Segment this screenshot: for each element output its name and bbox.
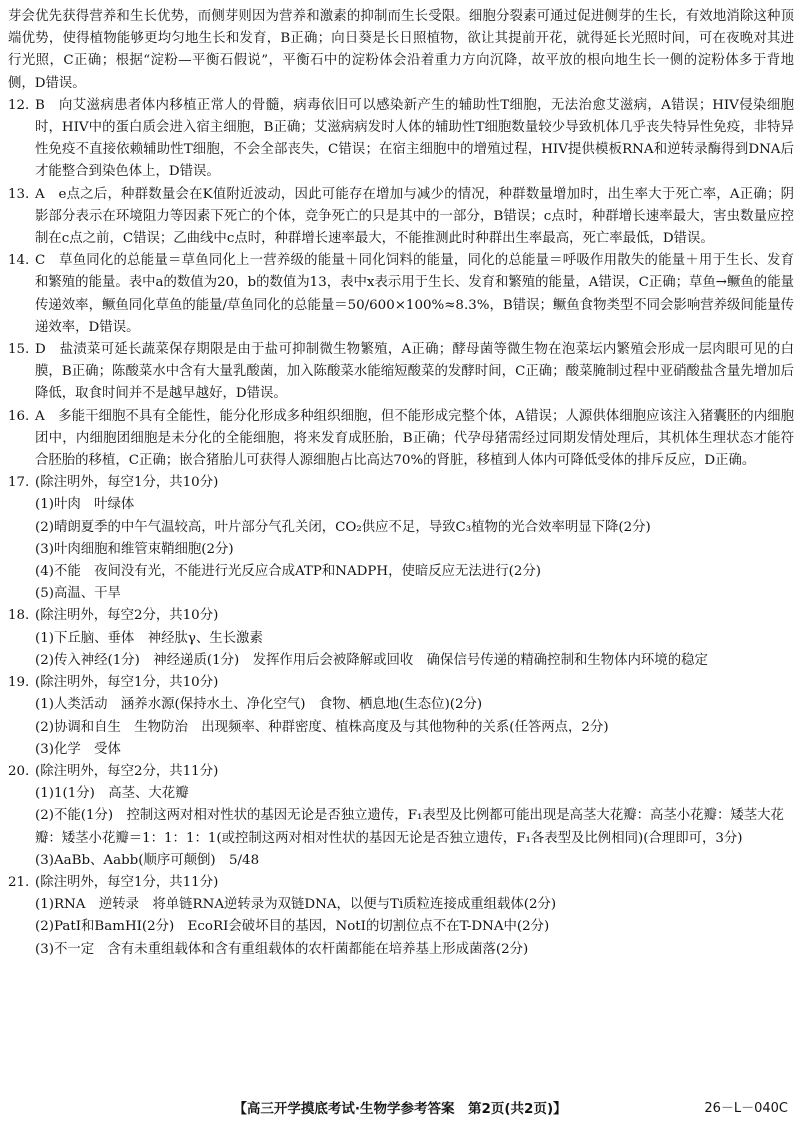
answer-subitem: (2)不能(1分) 控制这两对相对性状的基因无论是否独立遗传，F₁表型及比例都可能出现是高茎大花瓣：高茎小花瓣：矮茎大花瓣：矮茎小花瓣＝1：1：1：1(或控制这两对相对性状的基因无论是否独立遗传，F₁各表型及比例相同)(合理即可，3分) <box>35 808 784 846</box>
answer-text: (除注明外，每空2分，共10分) <box>35 608 219 624</box>
answer-item <box>8 472 794 494</box>
answer-item <box>8 184 794 251</box>
answer-number: 19. <box>8 675 30 691</box>
answer-text: (除注明外，每空1分，共11分) <box>35 874 219 890</box>
answer-subitem: (2)PatⅠ和BamHⅠ(2分) EcoRⅠ会破坏目的基因，NotⅠ的切割位点不在T-DNA中(2分) <box>35 919 550 935</box>
continuation-paragraph: 芽会优先获得营养和生长优势，而侧芽则因为营养和激素的抑制而生长受限。细胞分裂素可通过促进侧芽的生长，有效地消除这种顶端优势，使得植物能够更均匀地生长和发育，B正确；向日葵是长日照植物，欲让其提前开花，就得延长光照时间，可在夜晚对其进行光照，C正确；根据“淀粉—平衡石假说”，平衡石中的淀粉体会沿着重力方向沉降，故平放的根向地生长一侧的淀粉体多于背地侧，D错误。 <box>8 9 794 91</box>
answer-number: 18. <box>8 608 30 624</box>
answer-number: 15. <box>8 342 30 358</box>
answer-item <box>8 605 794 627</box>
answer-item <box>8 761 794 783</box>
answer-subitem: (1)下丘脑、垂体 神经肽γ、生长激素 <box>35 630 263 646</box>
answer-text: B 向艾滋病患者体内移植正常人的骨髓，病毒依旧可以感染新产生的辅助性T细胞，无法治愈艾滋病，A错误；HIV侵染细胞时，HIV中的蛋白质会进入宿主细胞，B正确；艾滋病病发时人体的辅助性T细胞数量较少导致机体几乎丧失特异性免疫，非特异性免疫不直接依赖辅助性T细胞，不会全部丧失，C错误；在宿主细胞中的增殖过程，HIV提供模板RNA和逆转录酶得到DNA后才能整合到染色体上，D错误。 <box>35 97 794 180</box>
answer-text: A e点之后，种群数量会在K值附近波动，因此可能存在增加与减少的情况，种群数量增加时，出生率大于死亡率，A正确；阴影部分表示在环境阻力等因素下死亡的个体，竞争死亡的只是其中的一部分，B错误；c点时，种群增长速率最大，害虫数量应控制在c点之前，C错误；乙曲线中c点时，种群增长速率最大，不能推测此时种群出生率最高，死亡率最低，D错误。 <box>35 186 794 247</box>
answer-subitem: (3)叶肉细胞和维管束鞘细胞(2分) <box>35 541 234 557</box>
answer-subitem: (1)人类活动 涵养水源(保持水土、净化空气) 食物、栖息地(生态位)(2分) <box>35 697 483 713</box>
answer-item <box>8 672 794 694</box>
answer-subitem: (2)协调和自生 生物防治 出现频率、种群密度、植株高度及与其他物种的关系(任答两点，2分) <box>35 719 609 735</box>
answer-number: 14. <box>8 253 30 269</box>
answer-subitem: (5)高温、干旱 <box>35 586 121 602</box>
answer-subitem: (3)不一定 含有未重组载体和含有重组载体的农杆菌都能在培养基上形成菌落(2分) <box>35 941 529 957</box>
answer-subitem: (1)1(1分) 高茎、大花瓣 <box>35 786 189 802</box>
footer-title: 【高三开学摸底考试·生物学参考答案 第2页(共2页)】 <box>233 1101 567 1117</box>
answer-item <box>8 95 794 184</box>
answer-item <box>8 872 794 894</box>
answer-subitem: (2)传入神经(1分) 神经递质(1分) 发挥作用后会被降解或回收 确保信号传递的精确控制和生物体内环境的稳定 <box>35 652 708 668</box>
answer-item <box>8 339 794 406</box>
answer-number: 13. <box>8 186 30 202</box>
answer-number: 20. <box>8 763 30 779</box>
answer-item <box>8 406 794 473</box>
answer-text: (除注明外，每空2分，共11分) <box>35 763 219 779</box>
answer-subitem: (4)不能 夜间没有光，不能进行光反应合成ATP和NADPH，使暗反应无法进行(2分) <box>35 564 541 580</box>
answer-subitem: (3)AaBb、Aabb(顺序可颠倒) 5/48 <box>35 852 260 868</box>
answer-text: (除注明外，每空1分，共10分) <box>35 475 219 491</box>
footer-code: 26－L－040C <box>704 1101 788 1116</box>
answer-text: C 草鱼同化的总能量＝草鱼同化上一营养级的能量＋同化饲料的能量，同化的总能量＝呼吸作用散失的能量＋用于生长、发育和繁殖的能量。表中a的数值为20，b的数值为13，表中x表示用于生长、发育和繁殖的能量，A错误，C正确；草鱼→鳜鱼的能量传递效率，鳜鱼同化草鱼的能量/草鱼同化的总能量＝50/600×100%≈8.3%，B错误；鳜鱼食物类型不同会影响营养级间能量传递效率，D错误。 <box>35 253 794 335</box>
answer-text: (除注明外，每空1分，共10分) <box>35 675 219 691</box>
answer-number: 17. <box>8 475 30 491</box>
answer-number: 21. <box>8 874 30 890</box>
answer-number: 16. <box>8 408 30 424</box>
answer-subitem: (3)化学 受体 <box>35 741 121 757</box>
answer-number: 12. <box>8 97 30 113</box>
answer-subitem: (1)叶肉 叶绿体 <box>35 497 135 513</box>
answer-text: D 盐渍菜可延长蔬菜保存期限是由于盐可抑制微生物繁殖，A正确；酵母菌等微生物在泡菜坛内繁殖会形成一层肉眼可见的白膜，B正确；陈酸菜水中含有大量乳酸菌，加入陈酸菜水能缩短酸菜的发酵时间，C正确；酸菜腌制过程中亚硝酸盐含量先增加后降低，取食时间并不是越早越好，D错误。 <box>35 342 794 402</box>
answer-subitem: (1)RNA 逆转录 将单链RNA逆转录为双链DNA，以便与Ti质粒连接成重组载体(2分) <box>35 897 557 913</box>
answer-body <box>8 6 794 961</box>
page-footer <box>0 1094 800 1120</box>
answer-text: A 多能干细胞不具有全能性，能分化形成多种组织细胞，但不能形成完整个体，A错误；人源供体细胞应该注入猪囊胚的内细胞团中，内细胞团细胞是未分化的全能细胞，将来发育成胚胎，B正确；代孕母猪需经过同期发情处理后，其机体生理状态才能符合胚胎的移植，C正确；嵌合猪胎儿可获得人源细胞占比高达70%的肾脏，移植到人体内可降低受体的排斥反应，D正确。 <box>35 408 794 469</box>
answer-subitem: (2)晴朗夏季的中午气温较高，叶片部分气孔关闭，CO₂供应不足，导致C₃植物的光合效率明显下降(2分) <box>35 519 651 535</box>
answer-item <box>8 250 794 339</box>
